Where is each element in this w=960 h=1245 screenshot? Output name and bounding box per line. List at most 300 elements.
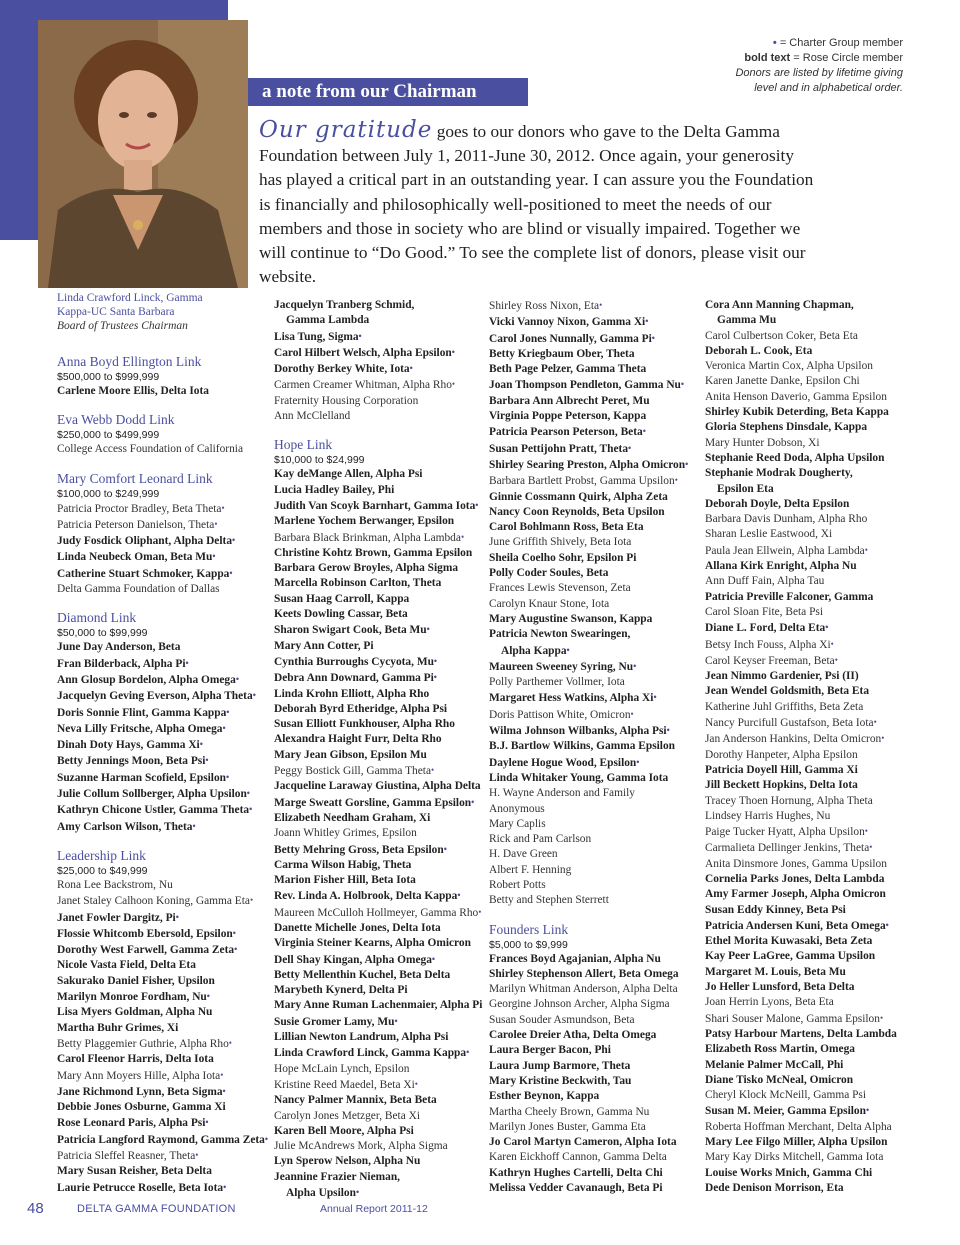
donor-name: Linda Krohn Elliott, Alpha Rho [274, 687, 430, 700]
donor-entry [489, 394, 694, 409]
charter-member-icon: • [206, 991, 210, 1002]
charter-member-icon: • [834, 654, 838, 665]
donor-name: Mary Kristine Beckwith, Tau [489, 1074, 632, 1087]
donor-entry [489, 893, 694, 908]
donor-name: Patricia Langford Raymond, Gamma Zeta [57, 1133, 265, 1146]
donor-name: College Access Foundation of California [57, 443, 244, 456]
donor-entry [57, 989, 262, 1005]
donor-name: Delta Gamma Foundation of Dallas [57, 583, 220, 596]
donor-name: Jean Nimmo Gardenier, Psi (II) [705, 670, 859, 683]
donor-entry [705, 748, 910, 763]
donor-entry [274, 763, 482, 779]
donor-name: Sakurako Daniel Fisher, Upsilon [57, 974, 215, 987]
donor-name: Flossie Whitcomb Ebersold, Epsilon [57, 927, 233, 940]
donor-name: Wilma Johnson Wilbanks, Alpha Psi [489, 725, 667, 738]
donor-name: Martha Cheely Brown, Gamma Nu [489, 1105, 650, 1118]
donor-name: Carol Sloan Fite, Beta Psi [705, 605, 824, 618]
donor-entry [705, 620, 910, 636]
donor-name: Alexandra Haight Furr, Delta Rho [274, 733, 442, 746]
donor-name: Gamma Mu [717, 314, 777, 327]
donor-name: Catherine Stuart Schmoker, Kappa [57, 567, 230, 580]
donor-name: Nancy Coon Reynolds, Beta Upsilon [489, 505, 665, 518]
charter-member-icon: • [864, 826, 868, 837]
donor-entry [705, 794, 910, 809]
section-title: Anna Boyd Ellington Link [57, 354, 202, 369]
donor-entry [489, 581, 694, 596]
donor-entry [705, 436, 910, 451]
donor-column-4 [705, 298, 910, 1196]
charter-member-icon: • [212, 551, 216, 562]
charter-member-icon: • [433, 672, 437, 683]
donor-name: Danette Michelle Jones, Delta Iota [274, 921, 441, 934]
donor-name: Deborah L. Cook, Eta [705, 344, 813, 357]
section-range: $100,000 to $249,999 [57, 487, 160, 500]
donor-name: Elizabeth Needham Graham, Xi [274, 811, 431, 824]
donor-entry [489, 802, 694, 817]
donor-name: Jan Anderson Hankins, Delta Omicron [705, 733, 882, 746]
donor-entry [274, 1170, 482, 1185]
donor-section [489, 298, 694, 909]
donor-name: Rona Lee Backstrom, Nu [57, 878, 173, 891]
donor-name: Betty Jennings Moon, Beta Psi [57, 755, 206, 768]
donor-entry [705, 1088, 910, 1103]
donor-entry [705, 451, 910, 466]
section-range: $250,000 to $499,999 [57, 429, 160, 442]
section-title: Hope Link [274, 437, 333, 453]
donor-entry [274, 888, 482, 904]
donor-name: Betty Mehring Gross, Beta Epsilon [274, 843, 444, 856]
donor-name: Susan Eddy Kinney, Beta Psi [705, 903, 846, 916]
charter-member-icon: • [881, 733, 885, 744]
donor-entry [57, 688, 262, 704]
donor-name: Joan Thompson Pendleton, Gamma Nu [489, 379, 681, 392]
charter-member-icon: • [195, 1149, 199, 1160]
donor-entry [489, 832, 694, 847]
donor-name: Kay Peer LaGree, Gamma Upsilon [705, 950, 876, 963]
donor-name: Alpha Kappa [501, 644, 567, 657]
charter-member-icon: • [234, 944, 238, 955]
donor-name: Linda Neubeck Oman, Beta Mu [57, 551, 213, 564]
donor-name: Cora Ann Manning Chapman, [705, 299, 854, 311]
donor-name: Mary Susan Reisher, Beta Delta [57, 1165, 212, 1178]
donor-name: Melissa Vedder Cavanaugh, Beta Pi [489, 1182, 663, 1195]
donor-entry [705, 359, 910, 374]
donor-name: Epsilon Eta [717, 482, 774, 495]
section-title: Leadership Link [57, 847, 146, 863]
legend-charter-text: = Charter Group member [779, 37, 903, 49]
donor-name: Kathryn Chicone Ustler, Gamma Theta [57, 804, 250, 817]
donor-name: Georgine Johnson Archer, Alpha Sigma [489, 998, 670, 1011]
donor-section [57, 354, 262, 399]
chairman-banner: a note from our Chairman [248, 78, 528, 106]
donor-entry [489, 377, 694, 393]
charter-member-icon: • [633, 660, 637, 671]
donor-entry [705, 1166, 910, 1181]
donor-entry [274, 842, 482, 858]
donor-entry [57, 878, 262, 893]
donor-entry [705, 543, 910, 559]
donor-entry [57, 802, 262, 818]
donor-entry [705, 344, 910, 359]
donor-entry [705, 590, 910, 605]
section-range: $500,000 to $999,999 [57, 371, 160, 383]
legend-bold-desc: = Rose Circle member [793, 52, 903, 64]
footer-org: DELTA GAMMA FOUNDATION [77, 1203, 236, 1215]
charter-member-icon: • [457, 890, 461, 901]
donor-entry [705, 1027, 910, 1042]
donor-name: Carol Fleenor Harris, Delta Iota [57, 1053, 214, 1066]
donor-entry [705, 684, 910, 699]
donor-name: Judith Van Scoyk Barnhart, Gamma Iota [274, 499, 476, 512]
donor-entry [274, 546, 482, 561]
donor-entry [705, 482, 910, 497]
donor-entry [705, 512, 910, 527]
donor-entry [705, 390, 910, 405]
donor-name: Marilyn Jones Buster, Gamma Eta [489, 1120, 646, 1133]
donor-entry [274, 936, 482, 951]
legend-bold [735, 51, 903, 66]
donor-entry [274, 654, 482, 670]
donor-name: Mary Augustine Swanson, Kappa [489, 612, 653, 625]
donor-entry [489, 612, 694, 627]
donor-name: Cheryl Klock McNeill, Gamma Psi [705, 1089, 867, 1102]
charter-member-icon: • [228, 1037, 232, 1048]
charter-member-icon: • [226, 771, 230, 782]
donor-name: Mary Kay Dirks Mitchell, Gamma Iota [705, 1151, 884, 1164]
donor-entry [57, 893, 262, 909]
charter-member-icon: • [628, 442, 632, 453]
donor-entry [489, 817, 694, 832]
donor-entry [489, 473, 694, 489]
donor-entry [489, 424, 694, 440]
section-range: $10,000 to $24,999 [274, 454, 365, 467]
donor-name: Linda Crawford Linck, Gamma Kappa [274, 1047, 467, 1060]
donor-entry [274, 968, 482, 983]
donor-column-3 [489, 298, 694, 1196]
donor-name: Stephanie Reed Doda, Alpha Upsilon [705, 451, 885, 464]
donor-name: H. Dave Green [489, 848, 558, 861]
donor-name: Barbara Bartlett Probst, Gamma Upsilon [489, 475, 675, 488]
donor-entry [57, 974, 262, 989]
donor-name: Allana Kirk Enright, Alpha Nu [705, 560, 857, 573]
donor-entry [705, 559, 910, 574]
donor-entry [705, 1135, 910, 1150]
donor-name: Louise Works Mnich, Gamma Chi [705, 1166, 873, 1179]
donor-entry [705, 778, 910, 793]
legend-note-1: Donors are listed by lifetime giving [735, 67, 903, 79]
donor-entry [274, 592, 482, 607]
donor-entry [274, 576, 482, 591]
donor-entry [489, 1059, 694, 1074]
donor-name: Mary Ann Moyers Hille, Alpha Iota [57, 1069, 221, 1082]
section-title: Eva Webb Dodd Link [57, 412, 175, 428]
donor-entry [705, 949, 910, 964]
donor-name: Judy Fosdick Oliphant, Alpha Delta [57, 535, 233, 548]
donor-name: Barbara Davis Dunham, Alpha Rho [705, 513, 868, 526]
donor-name: Polly Parthemer Vollmer, Iota [489, 676, 625, 689]
donor-name: Frances Boyd Agajanian, Alpha Nu [489, 952, 661, 965]
donor-entry [274, 1109, 482, 1124]
legend [735, 36, 903, 96]
donor-entry [274, 377, 482, 393]
donor-entry [489, 441, 694, 457]
donor-entry [57, 770, 262, 786]
charter-member-icon: • [642, 426, 646, 437]
chairman-note [259, 118, 819, 289]
charter-member-icon: • [358, 330, 362, 341]
donor-entry [489, 997, 694, 1012]
donor-entry [489, 723, 694, 739]
donor-entry [489, 863, 694, 878]
donor-name: Carmen Creamer Whitman, Alpha Rho [274, 379, 452, 392]
donor-name: Peggy Bostick Gill, Gamma Theta [274, 765, 432, 778]
section-title: Founders Link [489, 921, 569, 937]
charter-member-icon: • [264, 1133, 269, 1144]
donor-name: Debra Ann Downard, Gamma Pi [274, 672, 434, 685]
charter-member-icon: • [394, 1015, 398, 1026]
donor-name: Cynthia Burroughs Cycyota, Mu [274, 655, 434, 668]
charter-member-icon: • [636, 756, 640, 767]
donor-entry [274, 467, 482, 482]
donor-entry [489, 1043, 694, 1058]
donor-entry [489, 1181, 694, 1196]
donor-name: Betty and Stephen Sterrett [489, 894, 609, 907]
donor-name: Cornelia Parks Jones, Delta Lambda [705, 872, 885, 885]
page-footer [0, 1200, 960, 1220]
donor-name: Susan Haag Carroll, Kappa [274, 592, 410, 605]
donor-name: Patricia Peterson Danielson, Theta [57, 518, 215, 531]
donor-name: Karen Eickhoff Cannon, Gamma Delta [489, 1151, 667, 1164]
donor-name: Sharan Leslie Eastwood, Xi [705, 528, 833, 541]
donor-entry [489, 362, 694, 377]
donor-entry [705, 903, 910, 918]
charter-member-icon: • [409, 363, 413, 374]
donor-entry [705, 857, 910, 872]
donor-entry [274, 779, 482, 794]
charter-member-icon: • [864, 544, 868, 555]
donor-name: Robert Potts [489, 878, 546, 891]
charter-member-icon: • [426, 624, 430, 635]
donor-entry [705, 1103, 910, 1119]
donor-entry [489, 659, 694, 675]
charter-member-icon: • [599, 300, 603, 310]
donor-entry [705, 1181, 910, 1196]
donor-name: Laura Jump Barmore, Theta [489, 1059, 631, 1072]
charter-member-icon: • [443, 843, 447, 854]
donor-entry [489, 1105, 694, 1120]
donor-entry [489, 1135, 694, 1150]
donor-entry [705, 466, 910, 481]
caption-name-line1: Linda Crawford Linck, Gamma [57, 292, 203, 304]
donor-entry [274, 858, 482, 873]
donor-entry [489, 847, 694, 862]
donor-entry [57, 1115, 262, 1131]
donor-name: Patricia Doyell Hill, Gamma Xi [705, 763, 858, 776]
donor-name: Daylene Hogue Wood, Epsilon [489, 756, 637, 769]
donor-name: Carlene Moore Ellis, Delta Iota [57, 385, 209, 397]
donor-entry [274, 530, 482, 546]
section-title: Mary Comfort Leonard Link [57, 470, 213, 486]
donor-entry [274, 1030, 482, 1045]
charter-member-icon: • [566, 644, 570, 655]
donor-entry [489, 314, 694, 330]
donor-entry [705, 934, 910, 949]
charter-dot-icon: • [772, 37, 777, 49]
intro-script: Our gratitude [259, 117, 433, 143]
donor-name: Marlene Yochem Berwanger, Epsilon [274, 515, 455, 528]
donor-name: Amy Farmer Joseph, Alpha Omicron [705, 888, 886, 901]
donor-name: Kristine Reed Maedel, Beta Xi [274, 1078, 415, 1091]
charter-member-icon: • [680, 379, 685, 390]
donor-entry [274, 1045, 482, 1061]
donor-name: Ginnie Cossmann Quirk, Alpha Zeta [489, 490, 668, 503]
donor-name: Shirley Kubik Deterding, Beta Kappa [705, 406, 889, 419]
donor-entry [489, 627, 694, 642]
donor-entry [489, 707, 694, 723]
donor-name: Shirley Stephenson Allert, Beta Omega [489, 967, 679, 980]
donor-entry [705, 653, 910, 669]
donor-name: Susan Pettijohn Pratt, Theta [489, 442, 629, 455]
donor-entry [274, 952, 482, 968]
donor-name: Marge Sweatt Gorsline, Gamma Epsilon [274, 796, 472, 809]
donor-entry [489, 457, 694, 473]
donor-entry [57, 672, 262, 688]
charter-member-icon: • [205, 755, 209, 766]
donor-name: Ann Duff Fain, Alpha Tau [705, 575, 825, 588]
donor-entry [489, 347, 694, 362]
charter-member-icon: • [651, 332, 655, 343]
donor-name: Carma Wilson Habig, Theta [274, 858, 412, 871]
donor-section [705, 298, 910, 1196]
donor-name: Debbie Jones Osburne, Gamma Xi [57, 1101, 226, 1114]
donor-entry [274, 1185, 482, 1201]
donor-name: Vicki Vannoy Nixon, Gamma Xi [489, 316, 646, 329]
chairman-photo [38, 20, 248, 288]
charter-member-icon: • [220, 1069, 224, 1080]
donor-entry [489, 786, 694, 801]
donor-name: Joann Whitley Grimes, Epsilon [274, 827, 417, 840]
donor-entry [489, 566, 694, 581]
donor-name: Gloria Stephens Dinsdale, Kappa [705, 421, 868, 434]
donor-entry [274, 983, 482, 998]
donor-name: Betty Kriegbaum Ober, Theta [489, 347, 635, 360]
donor-entry [705, 715, 910, 731]
donor-entry [57, 721, 262, 737]
section-title: Diamond Link [57, 610, 137, 626]
donor-name: Susan Souder Asmundson, Beta [489, 1013, 635, 1026]
donor-entry [57, 582, 262, 597]
donor-name: Polly Coder Soules, Beta [489, 567, 609, 580]
donor-entry [489, 739, 694, 754]
donor-entry [705, 918, 910, 934]
legend-bold-label: bold text [744, 52, 791, 64]
legend-charter [735, 36, 903, 51]
donor-name: Lillian Newton Landrum, Alpha Psi [274, 1031, 449, 1044]
donor-name: Lisa Tung, Sigma [274, 330, 359, 343]
donor-name: Anita Dinsmore Jones, Gamma Upsilon [705, 857, 887, 870]
donor-name: Gamma Lambda [286, 314, 370, 327]
donor-entry [57, 640, 262, 655]
donor-name: H. Wayne Anderson and Family [489, 787, 635, 800]
donor-name: Virginia Poppe Peterson, Kappa [489, 410, 647, 423]
section-range: $50,000 to $99,999 [57, 627, 148, 640]
donor-column-2 [274, 298, 482, 1201]
donor-name: Lisa Myers Goldman, Alpha Nu [57, 1006, 213, 1019]
donor-entry [57, 533, 262, 549]
donor-entry [274, 561, 482, 576]
donor-entry [57, 819, 262, 835]
donor-entry [705, 1011, 910, 1027]
intro-text: goes to our donors who gave to the Delta Gamma Foundation between July 1, 2011-June 30, 2012. Once again, your generosity has played a critical part in an outstanding year. I can assure you the Foundation is financially and philosophically well-positioned to meet the needs of our members and those in society who are blind or visually impaired. Together we will continue to “Do Good.” To see the complete list of donors, please visit our website. [259, 122, 814, 287]
donor-entry [274, 811, 482, 826]
charter-member-icon: • [414, 1078, 418, 1089]
caption-role: Board of Trustees Chairman [57, 320, 188, 332]
donor-name: Albert F. Henning [489, 863, 572, 876]
donor-entry [489, 1089, 694, 1104]
donor-entry [489, 675, 694, 690]
donor-name: Doris Pattison White, Omicron [489, 708, 631, 721]
charter-member-icon: • [433, 655, 438, 666]
donor-section [57, 610, 262, 835]
donor-name: Mary Lee Filgo Miller, Alpha Upsilon [705, 1136, 888, 1149]
donor-entry [705, 887, 910, 902]
donor-name: Betty Plaggemier Guthrie, Alpha Rho [57, 1037, 229, 1050]
charter-member-icon: • [451, 346, 455, 357]
donor-entry [57, 1148, 262, 1164]
donor-entry [705, 1120, 910, 1135]
charter-member-icon: • [355, 1187, 360, 1198]
charter-member-icon: • [232, 927, 236, 938]
photo-caption [57, 291, 257, 333]
donor-entry [57, 705, 262, 721]
donor-entry [274, 1077, 482, 1093]
charter-member-icon: • [229, 567, 233, 578]
donor-entry [705, 497, 910, 512]
donor-entry [705, 1073, 910, 1088]
donor-name: Paula Jean Ellwein, Alpha Lambda [705, 544, 865, 557]
donor-entry [57, 1100, 262, 1115]
donor-name: Nancy Palmer Mannix, Beta Beta [274, 1094, 437, 1107]
charter-member-icon: • [873, 717, 877, 728]
donor-entry [274, 514, 482, 529]
donor-entry [705, 527, 910, 542]
donor-entry [705, 669, 910, 684]
donor-entry [489, 967, 694, 982]
donor-entry [705, 700, 910, 715]
donor-name: Ethel Morita Kuwasaki, Beta Zeta [705, 935, 873, 948]
donor-entry [274, 298, 482, 313]
donor-entry [489, 643, 694, 659]
donor-entry [274, 1014, 482, 1030]
donor-section [57, 471, 262, 598]
charter-member-icon: • [431, 765, 435, 776]
donor-name: Virginia Steiner Kearns, Alpha Omicron [274, 937, 471, 950]
donor-name: Susan Elliott Funkhouser, Alpha Rho [274, 718, 455, 731]
donor-entry [57, 1180, 262, 1196]
donor-name: Nancy Purcifull Gustafson, Beta Iota [705, 717, 874, 730]
donor-name: Shirley Ross Nixon, Eta [489, 300, 600, 312]
donor-entry [489, 1166, 694, 1181]
charter-member-icon: • [232, 535, 236, 546]
donor-name: Hope McLain Lynch, Epsilon [274, 1062, 410, 1075]
donor-entry [274, 905, 482, 921]
donor-name: Dede Denison Morrison, Eta [705, 1181, 844, 1194]
donor-name: Roberta Hoffman Merchant, Delta Alpha [705, 1120, 892, 1133]
donor-name: Jo Carol Martyn Cameron, Alpha Iota [489, 1136, 677, 1149]
donor-name: Jill Beckett Hopkins, Delta Iota [705, 779, 858, 792]
charter-member-icon: • [205, 1117, 209, 1128]
donor-section [274, 437, 482, 1201]
